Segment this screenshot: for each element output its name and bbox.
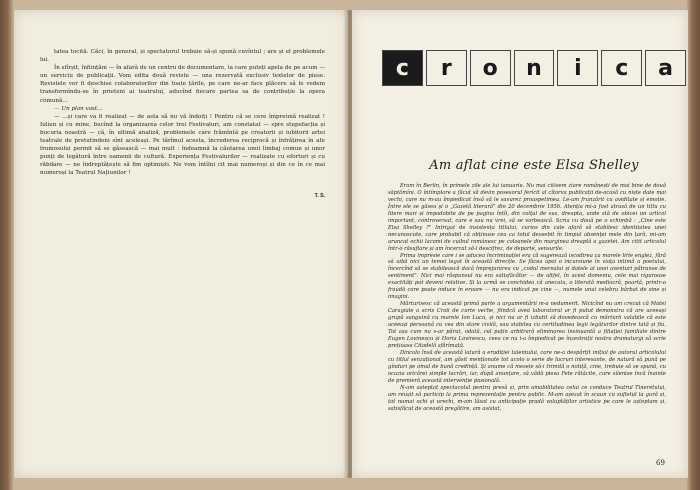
author-signature: T. S. <box>314 193 325 199</box>
article-paragraph: Eram în Berlin, în primele zile ale lui ianuarie. Nu mai citisem ziare românești de mai bine de două săptămîni. O întîmplare a făcut să devin posesorul fericit al cîtorva publicații de-acasă cu niște date mai vechi, care nu m-au împiedicat însă să le savurez proaspetimea. Le-am frunzărit cu aviditate și emoție. Între ele se găsea și o „Gazetă literară" din 20 decembrie 1956. Atenția mi-a fost atrasă de un titlu cu litere mari și impodobite de pe pagina întîi, din colțul de sus, dreapta, unde stă de obicei un articol important, controversat, care e sau nu vrei, să se vorbească. Scria cu două pe o schimbă : „Cine este Elsa Shelley ?" Intrigat de insistența titlului, curios din cale afară să stabilesc identitatea unei necunoscute, care probabil că obținuse cea ca totul deosebit în timpul absenței mele din țară, mi-am aruncat ochii lacomi de cuibul românesc pe coloanele din marginea dreaptă a gazetei. Am citit articolul într-o răsuflare și am încercat să-i descifrez, de departe, sensurile. <box>388 183 666 252</box>
article-title: Am aflat cine este Elsa Shelley <box>429 158 639 173</box>
banner-letter: o <box>470 50 511 86</box>
article-paragraph: Mărturisesc că această primă parte a argumentării m-a nedumerit. Nicicînd nu am crezut că Matei Caragiale a scris Craii de curte veche, fiindcă avea laboratorul ar fi putut demonstra că are aceeași grupă sanguină cu marele Ion Luca, și nici nu ar fi izbutit să dovedească cu mărturii valabile că este aceeași persoană cu cea din stare civilă, sau stabilea cu certitudinea legii legăturilor dintre tată și fiu. Tot așa cum nu s-ar părut, odată, cel puțin arbitrară eliminarea insinuantă a filiației familiale dintre Eugen Lovinescu și Horia Lovinescu, ceea ce nu i-a împiedicat pe înzestrații nostra dramaturgi să scrie prețioasa Citadelă sfărîmată. <box>388 301 666 349</box>
banner-letter: c <box>382 50 423 86</box>
left-page <box>14 10 348 478</box>
banner-letter: a <box>645 50 686 86</box>
banner-letter: r <box>426 50 467 86</box>
left-page-body <box>40 48 325 178</box>
left-paragraph: tatea tocită. Căci, în general, și spectatorul trebuie să-și spună cuvîntul ; are și el problemele lui. <box>40 49 325 64</box>
left-paragraph: — ...și care va fi realizat — de asta să nu vă îndoiți ! Pentru că se cere împreună realizat ! Iulien și cu mine, bucînd la organizarea celor trei Festivaluri, am constatat — spre stupefacția și bucuria noastră — că, în ultimă analiză, problemele care frămîntă pe creatorii și iubitorii artei teatrale de pretutindeni sînt aceleași. Pe tărîmul acesta, încrederea reciprocă și înfrățirea în afe frumosului permit să se găsească — mai mult : îndeamnă la căutarea unui limbaj comun și unor punți de legătură între oamenii de cultură. Experiența Festivalurilor — realizate cu eforturi și cu răbdare — ne îndreptățește să fim optimiști. Ne vom întîlni cit mai numeroși și din ce în ce mai numeroși la Teatrul Națiunilor ! <box>40 113 325 177</box>
article-body <box>388 183 666 412</box>
article-paragraph: Prima impresie care i se aducea încriminației era că sugerează iscodirea ca morele lirie englez, fără să aibă nici un temei legat în această direcție. Se făcea apoi o incursiune în viața intimă a poetului, încercînd să se stabilească dacă împrejurarea cu „codul mersului și datele al unei aventuri pătrunse de sentiment". Nici mai răspunsul nu era satisfăcător — de altfel, în acest domeniu, cele mai riguroase exactități pot deveni relative. Și la urmă se conchidea că anecata, o literată mediocră, poartă, printr-o fraudă care poate induce în eroare — nu era indicat pe cine —, numele unui celebru bărbat de sine și imagini. <box>388 252 666 301</box>
left-paragraph: — Un plan vast... <box>54 105 103 112</box>
page-number: 69 <box>656 459 665 467</box>
article-paragraph: Dincolo însă de această latură a erudiției talentului, care ne-a despărțit inițial de autorul articolului cu titlul senzațional, am găsit menționate tot acolo o serie de lucruri interesante, de natură să pună pe gînduri pe omul de bună credință. Și anume că mesele să-i trimită o notiță, cine, trebuie să se spună, cu ocazia oricărei simple lucrări, iar, după anunțare, să vădă piesa Fete rătăcite, care silenise încă înainte de premieră această intervenție pasională. <box>388 349 666 384</box>
banner-letter: c <box>601 50 642 86</box>
banner-letter: i <box>557 50 598 86</box>
section-banner <box>382 50 686 86</box>
right-page <box>352 10 688 478</box>
banner-letter: n <box>514 50 555 86</box>
article-paragraph: N-am așteptat spectacolul pentru presă și, prin amabilitatea celui ce conduce Teatrul Tineretului, am reușit să particip la prima reprezentație pentru public. M-am așezat în scaun cu sufletul la gură și, tot numai ochi și urechi, m-am lăsat cu anticipație pradă voluptăților artistice pe care le așteptam și, satisfăcut de această pregătire, am asistat, <box>388 384 666 412</box>
left-paragraph: În sfîrșit, înființăm — în afară de un centru de documentare, la care puteți apela de pe acum — un serviciu de publicații. Vom edita două reviste — una rezervată exclusiv textelor de piese. Revistele vor fi deschise colaboratorilor din toate țările, pe care ne-ar face plăcere să le vedem transformîndu-se în prieteni ai teatrului, aducînd fiecare partea sa de contribuție la opera comună... <box>40 65 325 104</box>
